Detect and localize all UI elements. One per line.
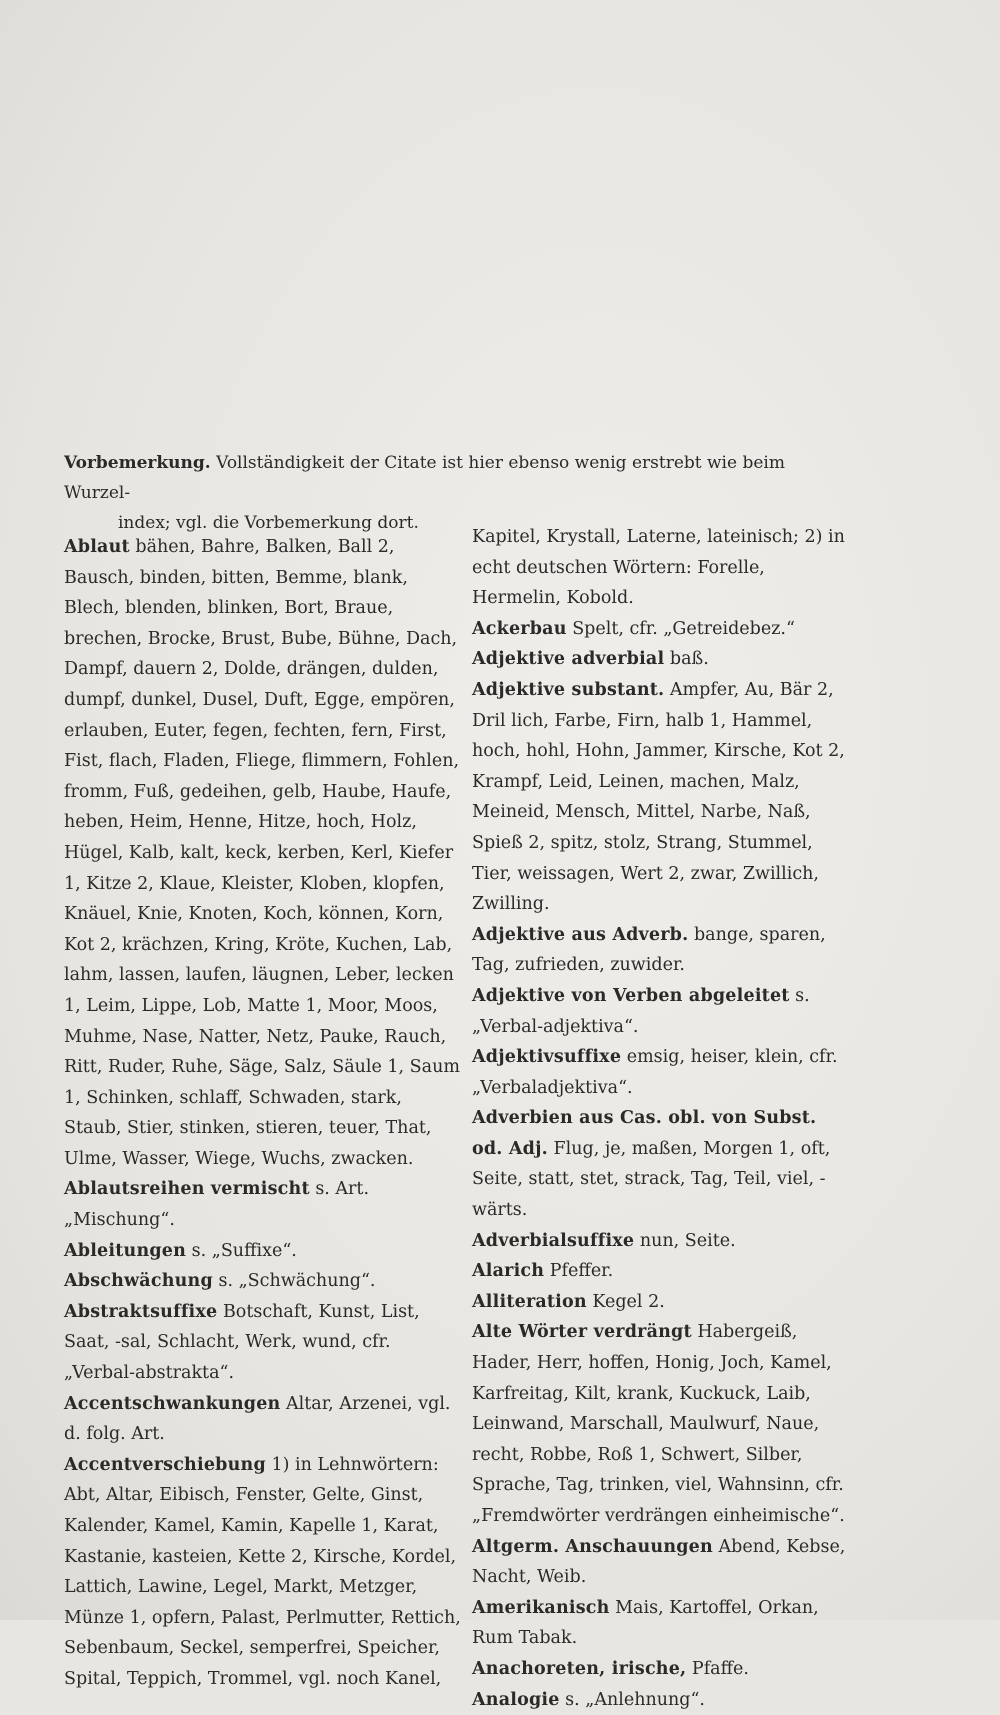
entry-head: Alarich xyxy=(472,1261,545,1282)
index-entry xyxy=(472,1256,852,1287)
entry-head: Accentverschiebung xyxy=(64,1454,266,1475)
entry-head: Adjektive adverbial xyxy=(472,649,665,670)
index-entry xyxy=(64,1450,464,1695)
index-entry xyxy=(64,1297,464,1389)
entry-head: Ableitungen xyxy=(64,1240,187,1261)
index-entry xyxy=(64,1389,464,1450)
entry-head: Ablautsreihen vermischt xyxy=(64,1179,310,1200)
index-entry xyxy=(472,1042,852,1103)
index-entry xyxy=(64,532,464,1174)
preliminary-note-text-continued: index; vgl. die Vorbemerkung dort. xyxy=(118,513,419,533)
entry-body: s. „Verbal-adjektiva“. xyxy=(472,985,810,1037)
index-entry-continued xyxy=(472,522,852,614)
entry-body: bähen, Bahre, Balken, Ball 2, Bausch, binden, bitten, Bemme, blank, Blech, blenden, blinken, Bort, Braue, brechen, Brocke, Brust, Bube, Bühne, Dach, Dampf, dauern 2, Dolde, drängen, dulden, dumpf, dunkel, Dusel, Duft, Egge, empören, erlauben, Euter, fegen, fechten, fern, First, Fist, flach, Fladen, Fliege, flimmern, Fohlen, fromm, Fuß, gedeihen, gelb, Haube, Haufe, heben, Heim, Henne, Hitze, hoch, Holz, Hügel, Kalb, kalt, keck, kerben, Kerl, Kiefer 1, Kitze 2, Klaue, Kleister, Kloben, klopfen, Knäuel, Knie, Knoten, Koch, können, Korn, Kot 2, krächzen, Kring, Kröte, Kuchen, Lab, lahm, lassen, laufen, läugnen, Leber, lecken 1, Leim, Lippe, Lob, Matte 1, Moor, Moos, Muhme, Nase, Natter, Netz, Pauke, Rauch, Ritt, Ruder, Ruhe, Säge, Salz, Säule 1, Saum 1, Schinken, schlaff, Schwaden, stark, Staub, Stier, stinken, stieren, teuer, That, Ulme, Wasser, Wiege, Wuchs, zwacken. xyxy=(64,537,460,1169)
index-entry xyxy=(472,1685,852,1715)
index-entry xyxy=(64,1266,464,1297)
entry-body: s. Art. „Mischung“. xyxy=(64,1179,370,1231)
entry-body: Kegel 2. xyxy=(586,1291,665,1312)
entry-body: Habergeiß, Hader, Herr, hoffen, Honig, Joch, Kamel, Karfreitag, Kilt, krank, Kuckuck, Laib, Leinwand, Marschall, Maulwurf, Naue, recht, Robbe, Roß 1, Schwert, Silber, Sprache, Tag, trinken, viel, Wahnsinn, cfr. „Fremdwörter verdrängen einheimische“. xyxy=(472,1322,845,1526)
entry-head: Amerikanisch xyxy=(472,1597,610,1618)
entry-body: Abend, Kebse, Nacht, Weib. xyxy=(472,1536,846,1588)
entry-body: Pfeffer. xyxy=(544,1261,614,1282)
entry-body: s. „Anlehnung“. xyxy=(559,1689,705,1710)
index-entry xyxy=(472,644,852,675)
index-entry xyxy=(472,920,852,981)
entry-head: Abschwächung xyxy=(64,1271,213,1292)
index-entry xyxy=(472,1226,852,1257)
entry-head: Adjektive substant. xyxy=(472,679,665,700)
preliminary-note-label: Vorbemerkung. xyxy=(64,453,211,473)
entry-body: s. „Schwächung“. xyxy=(212,1271,376,1292)
index-entry xyxy=(472,1287,852,1318)
entry-body: bange, sparen, Tag, zufrieden, zuwider. xyxy=(472,924,826,976)
entry-head: Altgerm. Anschauungen xyxy=(472,1536,713,1557)
entry-body: baß. xyxy=(664,649,709,670)
entry-body: Mais, Kartoffel, Orkan, Rum Tabak. xyxy=(472,1597,819,1649)
entry-head: Adjektive von Verben abgeleitet xyxy=(472,985,790,1006)
index-entry xyxy=(472,981,852,1042)
entry-body: Spelt, cfr. „Getreidebez.“ xyxy=(566,618,795,639)
entry-head: Adjektive aus Adverb. xyxy=(472,924,689,945)
entry-head: Accentschwankungen xyxy=(64,1393,281,1414)
index-entry xyxy=(64,1174,464,1235)
index-entry xyxy=(472,1103,852,1225)
index-entry xyxy=(472,675,852,920)
entry-head: Ablaut xyxy=(64,537,130,557)
entry-head: Analogie xyxy=(472,1689,560,1710)
entry-head: Abstraktsuffixe xyxy=(64,1301,218,1322)
entry-head: Ackerbau xyxy=(472,618,567,639)
entry-head: Adverbien aus Cas. obl. von Subst. od. Adj. xyxy=(472,1108,817,1159)
index-entry xyxy=(472,1532,852,1593)
entry-head: Anachoreten, irische, xyxy=(472,1658,687,1679)
index-entry xyxy=(472,1593,852,1654)
right-column xyxy=(472,522,852,1715)
index-entry xyxy=(472,1317,852,1531)
entry-body: Pfaffe. xyxy=(686,1658,749,1679)
index-entry xyxy=(472,1654,852,1685)
preliminary-note-text: Vollständigkeit der Citate ist hier ebenso wenig erstrebt wie beim Wurzel- xyxy=(64,453,785,503)
index-entry xyxy=(472,614,852,645)
entry-head: Alliteration xyxy=(472,1291,587,1312)
entry-body: Kapitel, Krystall, Laterne, lateinisch; 2) in echt deutschen Wörtern: Forelle, Hermelin, Kobold. xyxy=(472,527,845,609)
entry-head: Adjektivsuffixe xyxy=(472,1047,622,1068)
entry-body: s. „Suffixe“. xyxy=(186,1240,297,1261)
entry-body: nun, Seite. xyxy=(634,1230,736,1251)
entry-body: Botschaft, Kunst, List, Saat, -sal, Schlacht, Werk, wund, cfr. „Verbal-abstrakta“. xyxy=(64,1301,420,1384)
entry-head: Adverbialsuffixe xyxy=(472,1230,635,1251)
left-column xyxy=(64,532,464,1695)
index-entry xyxy=(64,1236,464,1267)
entry-body: Flug, je, maßen, Morgen 1, oft, Seite, statt, stet, strack, Tag, Teil, viel, -wärts. xyxy=(472,1138,831,1221)
entry-body: 1) in Lehnwörtern: Abt, Altar, Eibisch, Fenster, Gelte, Ginst, Kalender, Kamel, Kamin, Kapelle 1, Karat, Kastanie, kasteien, Kette 2, Kirsche, Kordel, Lattich, Lawine, Legel, Markt, Metzger, Münze 1, opfern, Palast, Perlmutter, Rettich, Sebenbaum, Seckel, semperfrei, Speicher, Spital, Teppich, Trommel, vgl. noch Kanel, xyxy=(64,1454,461,1689)
entry-head: Alte Wörter verdrängt xyxy=(472,1322,692,1343)
entry-body: emsig, heiser, klein, cfr. „Verbaladjektiva“. xyxy=(472,1047,838,1098)
entry-body: Ampfer, Au, Bär 2, Dril lich, Farbe, Firn, halb 1, Hammel, hoch, hohl, Hohn, Jammer, Kirsche, Kot 2, Krampf, Leid, Leinen, machen, Malz, Meineid, Mensch, Mittel, Narbe, Naß, Spieß 2, spitz, stolz, Strang, Stummel, Tier, weissagen, Wert 2, zwar, Zwillich, Zwilling. xyxy=(472,679,845,915)
entry-body: Altar, Arzenei, vgl. d. folg. Art. xyxy=(64,1393,451,1445)
